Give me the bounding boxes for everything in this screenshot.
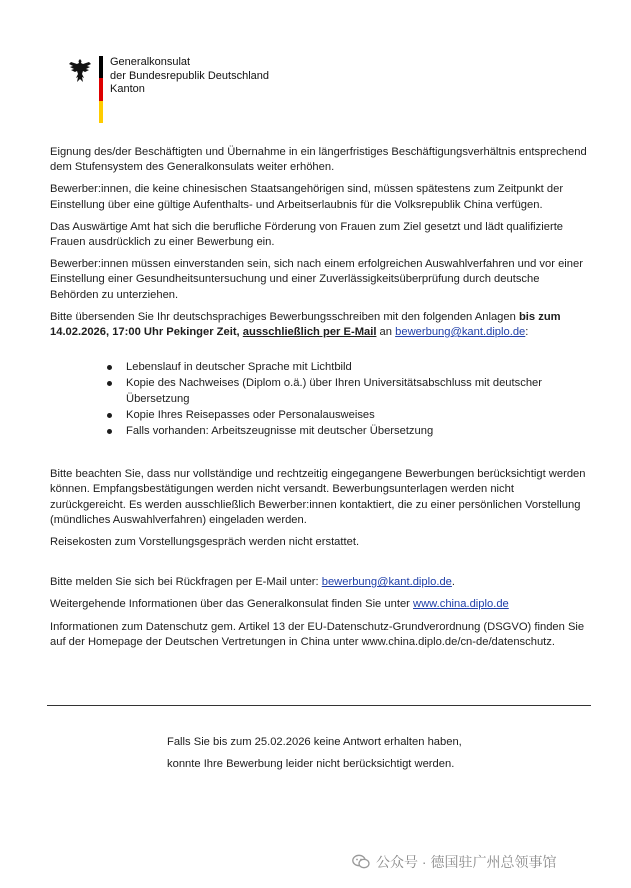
- text-segment: :: [525, 326, 529, 339]
- list-item: Kopie Ihres Reisepasses oder Personalausweises: [126, 408, 590, 423]
- closing-line: Falls Sie bis zum 25.02.2026 keine Antwort erhalten haben,: [167, 736, 462, 748]
- list-item: Lebenslauf in deutscher Sprache mit Lichtbild: [126, 360, 590, 375]
- org-line: Generalkonsulat: [110, 56, 191, 68]
- closing-note: [167, 731, 462, 775]
- application-email-link[interactable]: bewerbung@kant.diplo.de: [395, 326, 526, 339]
- text-segment: an: [376, 326, 396, 339]
- paragraph-residence-permit: Bewerber:innen, die keine chinesischen Staatsangehörigen sind, müssen spätestens zum Zeitpunkt der Einstellung über eine gültige Aufenthalts- und Arbeitserlaubnis für die Volksrepublik China verfügen.: [50, 183, 564, 211]
- website-link[interactable]: www.china.diplo.de: [413, 598, 509, 611]
- paragraph-application-instructions: [50, 310, 590, 340]
- paragraph-travel-costs: Reisekosten zum Vorstellungsgespräch werden nicht erstattet.: [50, 536, 360, 549]
- flag-stripe-red: [99, 78, 103, 100]
- closing-line: konnte Ihre Bewerbung leider nicht berücksichtigt werden.: [167, 758, 455, 770]
- contact-email-link[interactable]: bewerbung@kant.diplo.de: [321, 576, 452, 589]
- paragraph-health-check: Bewerber:innen müssen einverstanden sein, sich nach einem erfolgreichen Auswahlverfahren und vor einer Einstellung einer Gesundheitsuntersuchung und einer Zuverlässigkeitsüberprüfung durch deutsche Behörden zu unterziehen.: [50, 258, 583, 301]
- paragraph-qualification: Eignung des/der Beschäftigten und Übernahme in ein längerfristiges Beschäftigungsverhältnis entsprechend dem Stufensystem des Generalkonsulats weiter erhöhen.: [50, 146, 587, 174]
- divider: [47, 705, 591, 706]
- text-segment: Bitte melden Sie sich bei Rückfragen per E-Mail unter:: [50, 576, 322, 589]
- attachments-list: [50, 360, 590, 439]
- list-item: Falls vorhanden: Arbeitszeugnisse mit deutscher Übersetzung: [126, 424, 590, 439]
- flag-bar: [99, 56, 103, 123]
- deadline: bis zum 14.02.2026, 17:00 Uhr Pekinger Zeit,: [50, 310, 561, 339]
- paragraph-contact: [50, 575, 590, 590]
- email-only-notice: ausschließlich per E-Mail: [242, 326, 377, 339]
- list-item: Kopie des Nachweises (Diplom o.ä.) über Ihren Universitätsabschluss mit deutscher Übersetzung: [126, 376, 590, 406]
- organization-name: [110, 56, 269, 97]
- federal-eagle-icon: [68, 58, 92, 84]
- flag-stripe-black: [99, 56, 103, 78]
- wechat-icon: [352, 854, 370, 870]
- document-body: [50, 145, 590, 657]
- text-segment: Bitte übersenden Sie Ihr deutschsprachiges Bewerbungsschreiben mit den folgenden Anlagen: [50, 310, 519, 323]
- org-line: Kanton: [110, 83, 145, 95]
- watermark-text: 公众号 · 德国驻广州总领事馆: [376, 854, 557, 870]
- watermark: [352, 852, 556, 872]
- flag-stripe-gold: [99, 101, 103, 123]
- paragraph-completeness-notice: Bitte beachten Sie, dass nur vollständige und rechtzeitig eingegangene Bewerbungen berücksichtigt werden können. Empfangsbestätigungen werden nicht versandt. Bewerbungsunterlagen werden nicht zurückgereicht. Es werden ausschließlich Bewerber:innen kontaktiert, die zu einer persönlichen Vorstellung (mündliches Auswahlverfahren) eingeladen werden.: [50, 468, 586, 526]
- paragraph-more-info: [50, 597, 590, 612]
- paragraph-data-protection: Informationen zum Datenschutz gem. Artikel 13 der EU-Datenschutz-Grundverordnung (DSGVO) finden Sie auf der Homepage der Deutschen Vertretungen in China unter www.china.diplo.de/cn-de/datenschutz.: [50, 620, 585, 648]
- org-line: der Bundesrepublik Deutschland: [110, 69, 269, 82]
- text-segment: Weitergehende Informationen über das Generalkonsulat finden Sie unter: [50, 598, 413, 611]
- paragraph-women-promotion: Das Auswärtige Amt hat sich die berufliche Förderung von Frauen zum Ziel gesetzt und lädt qualifizierte Frauen ausdrücklich zu einer Bewerbung ein.: [50, 220, 564, 249]
- text-segment: .: [451, 576, 456, 589]
